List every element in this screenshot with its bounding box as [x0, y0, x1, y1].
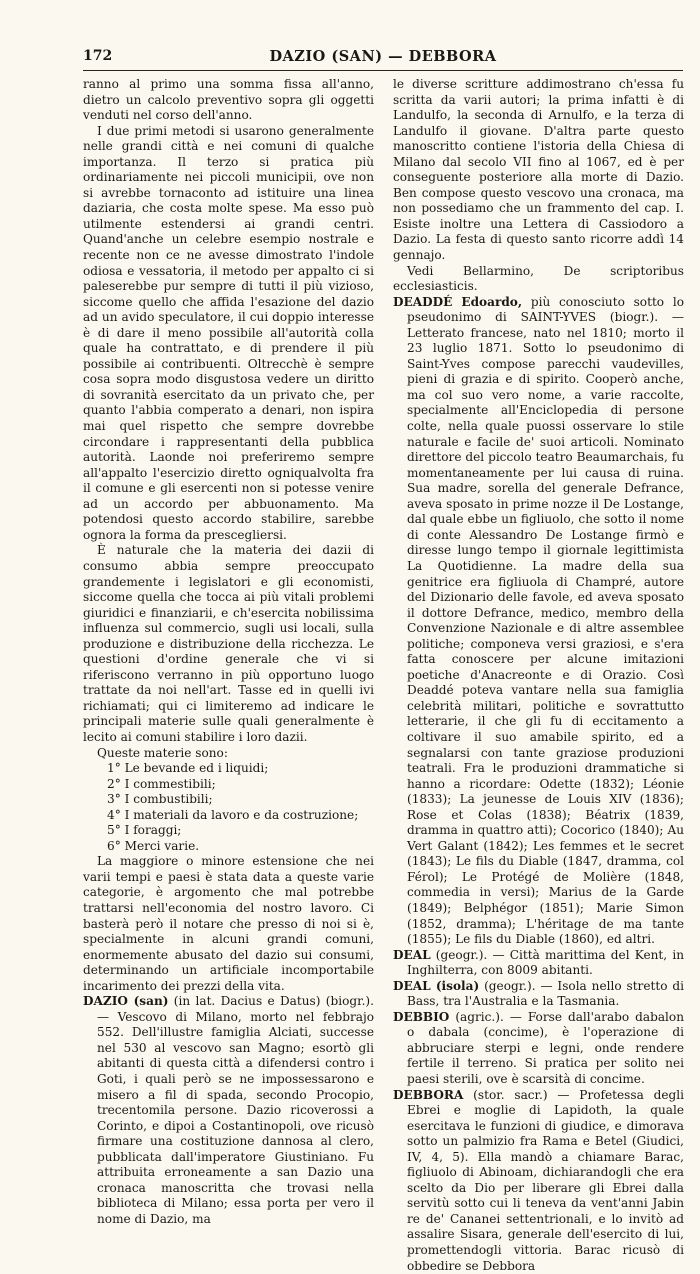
right-column	[393, 77, 684, 1274]
extension-paragraph: La maggiore o minore estensione che nei varii tempi e paesi è stata data a queste varie categorie, è argomento che mal potrebbe trattarsi nell'economia del nostro lavoro. Ci basterà però il notare che presso di noi si è, specialmente in alcuni grandi comuni, enormemente abusato del dazio sui consumi, determinando un artificiale incomportabile incarimento dei prezzi della vita.	[83, 854, 374, 993]
page-number: 172	[83, 48, 113, 64]
list-item: 3° I combustibili;	[107, 792, 213, 807]
list-item: 4° I materiali da lavoro e da costruzione;	[107, 807, 359, 822]
entry-headword: DEBBORA	[393, 1087, 464, 1102]
entry-body: (geogr.). — Città marittima del Kent, in Inghilterra, con 8009 abitanti.	[407, 947, 684, 978]
entry-headword: DEADDÉ Edoardo,	[393, 294, 523, 309]
entry-debbora	[393, 1088, 684, 1274]
continuation-paragraph: ranno al primo una somma fissa all'anno, dietro un calcolo preventivo sopra gli oggetti venduti nel corso dell'anno.	[83, 77, 374, 123]
entry-body: (in lat. Dacius e Datus) (biogr.). — Vescovo di Milano, morto nel febbrajo 552. Dell'illustre famiglia Alciati, successe nel 530 al vescovo san Magno; esortò gli abitanti di questa città a difendersi contro i Goti, i quali però se ne impossessarono e misero a fil di spada, secondo Procopio, trecentomila persone. Dazio ricoverossi a Corinto, e dipoi a Costantinopoli, ove ricusò firmare una costituzione dannosa al clero, pubblicata dall'imperatore Giustiniano. Fu attribuita erroneamente a san Dazio una cronaca manoscritta che trovasi nella biblioteca di Milano; essa porta per vero il nome di Dazio, ma	[97, 994, 374, 1226]
continuation-paragraph: le diverse scritture addimostrano ch'essa fu scritta da varii autori; la prima infatti è di Landulfo, la seconda di Arnulfo, e la terza di Landulfo il giovane. D'altra parte questo manoscritto contiene l'istoria della Chiesa di Milano dal secolo VII fino al 1067, ed è per conseguente posteriore alla morte di Dazio. Ben compose questo vescovo una cronaca, ma non possediamo che un frammento del cap. I. Esiste inoltre una Lettera di Cassiodoro a Dazio. La festa di questo santo ricorre addì 14 gennajo.	[393, 77, 684, 263]
reference-paragraph: Vedi Bellarmino, De scriptoribus ecclesiasticis.	[393, 263, 684, 294]
entry-headword: DEAL (isola)	[393, 978, 480, 993]
running-title: DAZIO (SAN) — DEBBORA	[269, 48, 497, 65]
entry-deal	[393, 948, 684, 979]
entry-body: più conosciuto sotto lo pseudonimo di SAINT-YVES (biogr.). — Letterato francese, nato nel 1810; morto il 23 luglio 1871. Sotto lo pseudonimo di Saint-Yves compose parecchi vaudevilles, pieni di grazia e di spirito. Cooperò anche, ma col suo vero nome, a varie raccolte, specialmente all'Enciclopedia di persone colte, nella quale puossi osservare lo stile naturale e facile de' suoi articoli. Nominato direttore del piccolo teatro Beaumarchais, fu momentaneamente per lui causa di ruina. Sua madre, sorella del generale Defrance, aveva sposato in prime nozze il De Lostange, dal quale ebbe un figliuolo, che sotto il nome di conte Alessandro De Lostange firmò e diresse lungo tempo il giornale legittimista La Quotidienne. La madre della sua genitrice era figliuola di Champré, autore del Dizionario delle favole, ed aveva sposato il dottore Defrance, medico, membro della Convenzione Nazionale e di altre assemblee politiche; componeva versi graziosi, e s'era fatta conoscere per alcune imitazioni poetiche d'Anacreonte e di Orazio. Così Deaddé poteva vantare nella sua famiglia celebrità militari, politiche e sovrattutto letterarie, il che gli fu di eccitamento a coltivare il suo amabile spirito, ed a segnalarsi con tante graziose produzioni teatrali. Fra le produzioni drammatiche si hanno a ricordare: Odette (1832); Léonie (1833); La jeunesse de Louis XIV (1836); Rose et Colas (1838); Béatrix (1839, dramma in quattro atti); Cocorico (1840); Au Vert Galant (1842); Les femmes et le secret (1843); Le fils du Diable (1847, dramma, col Férol); Le Protégé de Molière (1848, commedia in versi); Marius de la Garde (1849); Belphégor (1851); Marie Simon (1852, dramma); L'héritage de ma tante (1855); Le fils du Diable (1860), ed altri.	[407, 294, 684, 947]
header-rule	[83, 70, 683, 71]
left-column	[83, 77, 374, 1227]
list-item: 5° I foraggi;	[107, 823, 182, 838]
methods-paragraph: I due primi metodi si usarono generalmente nelle grandi città e nei comuni di qualche importanza. Il terzo si pratica più ordinariamente nei piccoli municipii, ove non si avrebbe tornaconto ad istituire una linea daziaria, che costa molte spese. Ma esso può utilmente estendersi ai grandi centri. Quand'anche un celebre esempio nostrale e recente non ce ne avesse dimostrato l'indole odiosa e vessatoria, il metodo per appalto ci si paleserebbe pur sempre di tutti il più vizioso, siccome quello che affida l'esazione del dazio ad un avido speculatore, il cui doppio interesse è di dare il meno possibile all'autorità colla quale ha contrattato, e di prendere il più possibile ai contribuenti. Oltrecchè è sempre cosa sopra modo disgustosa vedere un diritto di sovranità esercitato da un privato che, per quanto l'abbia comperato a denari, non ispira mai quel rispetto che sempre dovrebbe circondare i rappresentanti della pubblica autorità. Laonde noi preferiremo sempre all'appalto l'esercizio diretto ogniqualvolta fra il comune e gli esercenti non si potesse venire ad un accordo per abbuonamento. Ma potendosi questo accordo stabilire, sarebbe ognora la forma da prescegliersi.	[83, 123, 374, 542]
entry-body: (agric.). — Forse dall'arabo dabalon o dabala (concime), è l'operazione di abbruciare sterpi e legni, onde rendere fertile il terreno. Si pratica per solito nei paesi sterili, ove è scarsità di concime.	[407, 1009, 684, 1086]
entry-headword: DEAL	[393, 947, 431, 962]
entry-headword: DEBBIO	[393, 1009, 450, 1024]
entry-deal-isola	[393, 979, 684, 1010]
list-item: 2° I commestibili;	[107, 776, 216, 791]
running-header	[83, 48, 683, 68]
materials-list	[83, 761, 374, 854]
entry-headword: DAZIO (san)	[83, 994, 169, 1009]
consumption-duties-paragraph: È naturale che la materia dei dazii di consumo abbia sempre preoccupato grandemente i legislatori e gli economisti, siccome quella che tocca ai più vitali problemi giuridici e finanziarii, e ch'esercita nobilissima influenza sul commercio, sugli usi locali, sulla produzione e distribuzione della ricchezza. Le questioni d'ordine generale che vi si riferiscono verranno in più opportuno luogo trattate da noi nell'art. Tasse ed in quelli ivi richiamati; qui ci limiteremo ad indicare le principali materie sulle quali generalmente è lecito ai comuni stabilire i loro dazii.	[83, 543, 374, 744]
list-item: 6° Merci varie.	[107, 838, 200, 853]
entry-dazio	[83, 994, 374, 1227]
materials-intro: Queste materie sono:	[97, 745, 228, 760]
entry-body: (geogr.). — Isola nello stretto di Bass, tra l'Australia e la Tasmania.	[407, 978, 684, 1009]
entry-body: (stor. sacr.) — Profetessa degli Ebrei e moglie di Lapidoth, la quale esercitava le funzioni di giudice, e dimorava sotto un palmizio fra Rama e Betel (Giudici, IV, 4, 5). Ella mandò a chiamare Barac, figliuolo di Abinoam, dichiarandogli che era scelto da Dio per liberare gli Ebrei dalla servitù sotto cui li teneva da vent'anni Jabin re de' Cananei settentrionali, e lo invitò ad assalire Sisara, generale dell'esercito di lui, promettendogli vittoria. Barac ricusò di obbedire se Debbora	[407, 1087, 684, 1273]
entry-deadde	[393, 295, 684, 948]
list-item: 1° Le bevande ed i liquidi;	[107, 761, 269, 776]
entry-debbio	[393, 1010, 684, 1088]
